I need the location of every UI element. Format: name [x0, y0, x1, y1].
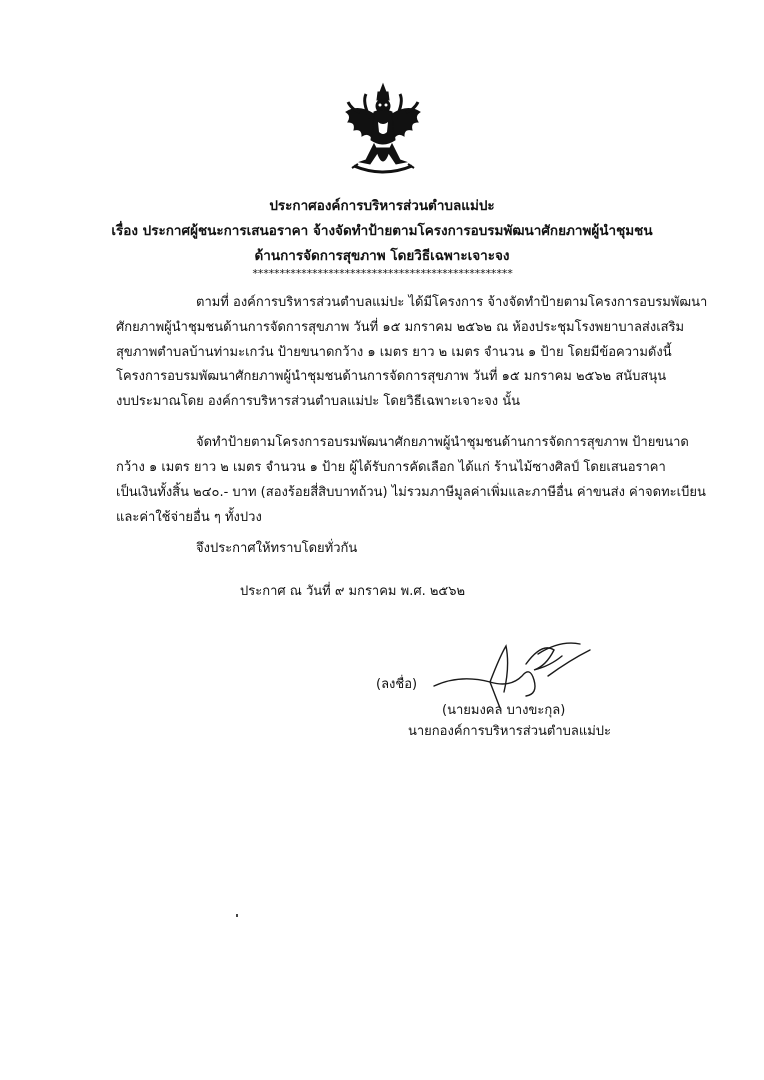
separator-stars: ************************************************: [251, 267, 513, 280]
paragraph1-line: สุขภาพตำบลบ้านท่ามะเกว๋น ป้ายขนาดกว้าง ๑ เมตร ยาว ๒ เมตร จำนวน ๑ ป้าย โดยมีข้อความดังนี้: [116, 345, 672, 360]
paragraph2-line: และค่าใช้จ่ายอื่น ๆ ทั้งปวง: [116, 510, 262, 525]
paragraph1-line: ศักยภาพผู้นำชุมชนด้านการจัดการสุขภาพ วันที่ ๑๕ มกราคม ๒๕๖๒ ณ ห้องประชุมโรงพยาบาลส่งเสริม: [116, 320, 685, 335]
paragraph1-line: ตามที่ องค์การบริหารส่วนตำบลแม่ปะ ได้มีโครงการ จ้างจัดทำป้ายตามโครงการอบรมพัฒนา: [196, 295, 708, 310]
announcement-subject: เรื่อง ประกาศผู้ชนะการเสนอราคา จ้างจัดทำป้ายตามโครงการอบรมพัฒนาศักยภาพผู้นำชุมชน: [111, 223, 653, 239]
sign-label: (ลงชื่อ): [376, 677, 418, 692]
garuda-emblem-icon: [340, 82, 426, 178]
announcement-subject-cont: ด้านการจัดการสุขภาพ โดยวิธีเฉพาะเจาะจง: [254, 248, 510, 264]
paragraph1-line: งบประมาณโดย องค์การบริหารส่วนตำบลแม่ปะ โดยวิธีเฉพาะเจาะจง นั้น: [116, 394, 521, 409]
announcement-date: ประกาศ ณ วันที่ ๙ มกราคม พ.ศ. ๒๕๖๒: [240, 584, 466, 599]
paragraph2-line: จัดทำป้ายตามโครงการอบรมพัฒนาศักยภาพผู้นำชุมชนด้านการจัดการสุขภาพ ป้ายขนาด: [196, 435, 689, 450]
signatory-name: (นายมงคล บางขะกุล): [442, 703, 566, 718]
signatory-position: นายกองค์การบริหารส่วนตำบลแม่ปะ: [408, 724, 612, 739]
paragraph2-line: กว้าง ๑ เมตร ยาว ๒ เมตร จำนวน ๑ ป้าย ผู้ได้รับการคัดเลือก ได้แก่ ร้านไม้ซางศิลป์ โดยเสนอราคา: [116, 460, 666, 475]
closing-line: จึงประกาศให้ทราบโดยทั่วกัน: [196, 541, 358, 556]
announcement-title: ประกาศองค์การบริหารส่วนตำบลแม่ปะ: [269, 198, 495, 214]
scan-artifact: [236, 914, 238, 917]
paragraph2-line: เป็นเงินทั้งสิ้น ๒๔๐.- บาท (สองร้อยสี่สิบบาทถ้วน) ไม่รวมภาษีมูลค่าเพิ่มและภาษีอื่น ค่าขนส่ง ค่าจดทะเบียน: [116, 485, 706, 500]
paragraph1-line: โครงการอบรมพัฒนาศักยภาพผู้นำชุมชนด้านการจัดการสุขภาพ วันที่ ๑๕ มกราคม ๒๕๖๒ สนับสนุน: [116, 369, 667, 384]
